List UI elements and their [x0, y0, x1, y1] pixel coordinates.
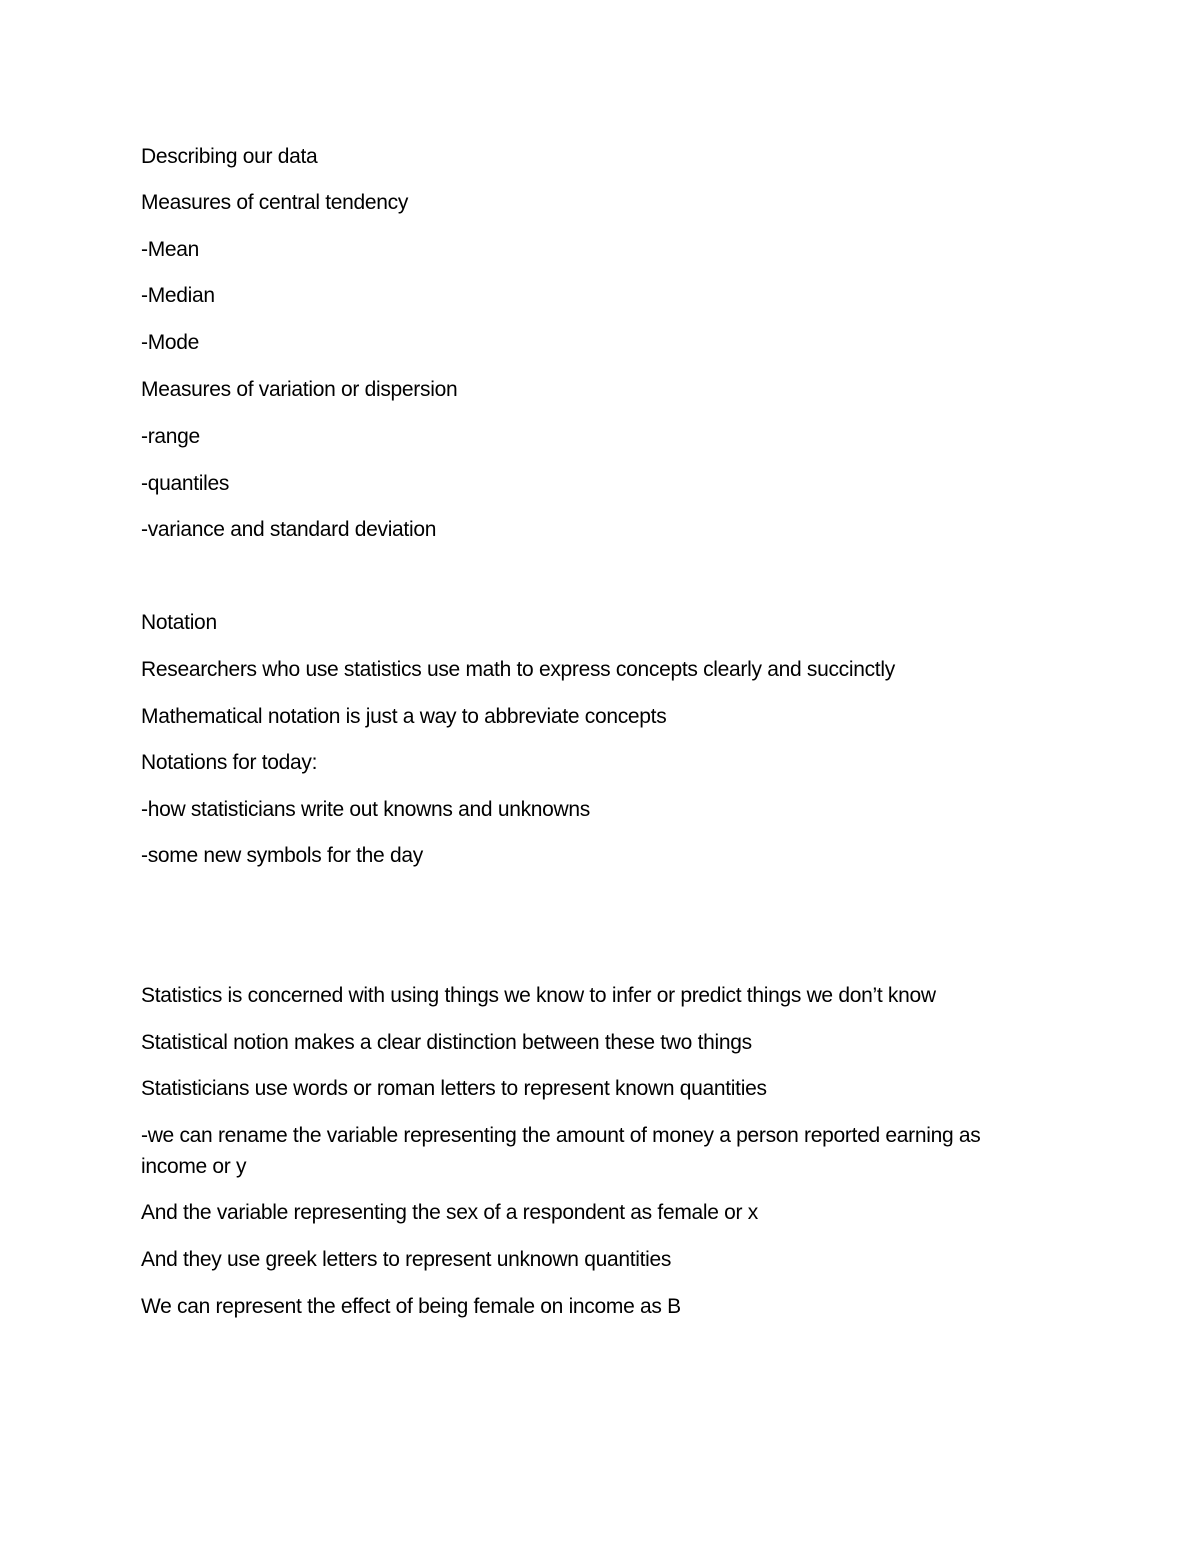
variation-heading: Measures of variation or dispersion [141, 378, 458, 401]
section-title: Describing our data [141, 145, 318, 168]
paragraph-line: Statistics is concerned with using things we know to infer or predict things we don’t know [141, 984, 936, 1007]
paragraph-line: -we can rename the variable representing the amount of money a person reported earning as income or y [141, 1124, 981, 1178]
paragraph-line: And the variable representing the sex of a respondent as female or x [141, 1201, 758, 1224]
list-item: -Mode [141, 331, 200, 354]
list-item: -quantiles [141, 472, 230, 495]
paragraph-line: We can represent the effect of being female on income as B [141, 1295, 681, 1318]
list-item: -variance and standard deviation [141, 518, 437, 541]
paragraph-line: Statistical notion makes a clear distinction between these two things [141, 1031, 752, 1054]
central-tendency-heading: Measures of central tendency [141, 191, 409, 214]
list-item: -how statisticians write out knowns and unknowns [141, 798, 590, 821]
paragraph-line: And they use greek letters to represent unknown quantities [141, 1248, 672, 1271]
paragraph-line: Notations for today: [141, 751, 318, 774]
paragraph-line: Statisticians use words or roman letters to represent known quantities [141, 1077, 767, 1100]
list-item: -range [141, 425, 200, 448]
list-item: -Median [141, 284, 215, 307]
list-item: -Mean [141, 238, 200, 261]
paragraph-line: Mathematical notation is just a way to abbreviate concepts [141, 705, 667, 728]
paragraph-line: Researchers who use statistics use math to express concepts clearly and succinctly [141, 658, 895, 681]
list-item: -some new symbols for the day [141, 844, 423, 867]
notation-title: Notation [141, 611, 217, 634]
